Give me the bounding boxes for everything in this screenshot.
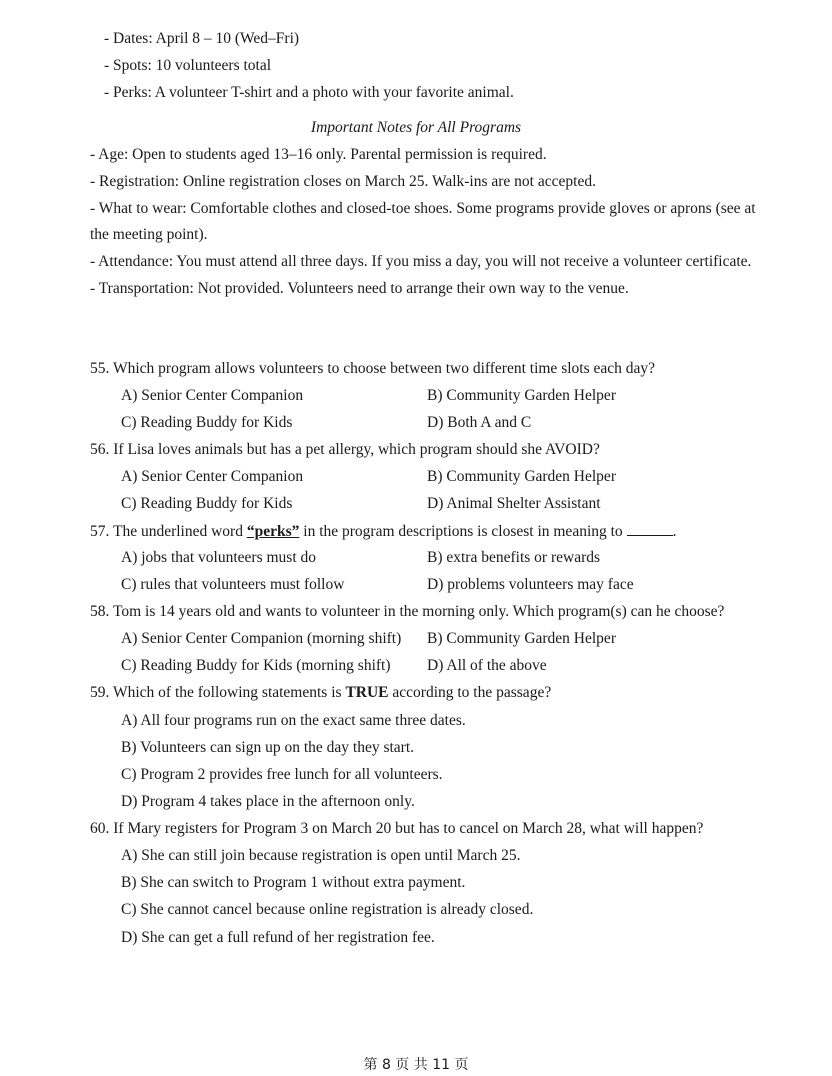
question-55-option-a: A) Senior Center Companion (121, 387, 304, 404)
question-59-stem (90, 683, 551, 703)
question-57-stem-end: . (672, 523, 677, 540)
note-age: - Age: Open to students aged 13–16 only. Parental permission is required. (90, 146, 547, 163)
question-58-stem: 58. Tom is 14 years old and wants to volunteer in the morning only. Which program(s) can he choose? (90, 603, 725, 620)
question-59-option-d: D) Program 4 takes place in the afternoon only. (121, 793, 415, 810)
question-60-option-c: C) She cannot cancel because online registration is already closed. (121, 901, 534, 918)
question-56-option-b: B) Community Garden Helper (427, 468, 616, 485)
program-detail-spots: - Spots: 10 volunteers total (104, 57, 272, 74)
question-59-option-c: C) Program 2 provides free lunch for all volunteers. (121, 766, 443, 783)
question-56-option-a: A) Senior Center Companion (121, 468, 304, 485)
question-55-option-c: C) Reading Buddy for Kids (121, 414, 293, 431)
underlined-word-perks: “perks” (246, 523, 300, 540)
question-59-stem-start: 59. Which of the following statements is (90, 684, 346, 701)
question-57-stem-start: 57. The underlined word (90, 523, 247, 540)
question-56-stem: 56. If Lisa loves animals but has a pet allergy, which program should she AVOID? (90, 441, 600, 458)
question-57-stem (90, 521, 676, 542)
note-registration: - Registration: Online registration closes on March 25. Walk-ins are not accepted. (90, 173, 596, 190)
question-59-stem-end: according to the passage? (388, 684, 552, 701)
question-57-option-c: C) rules that volunteers must follow (121, 576, 345, 593)
question-60-stem: 60. If Mary registers for Program 3 on March 20 but has to cancel on March 28, what will happen? (90, 820, 704, 837)
question-57-stem-middle: in the program descriptions is closest in meaning to (299, 523, 627, 540)
question-58-option-c: C) Reading Buddy for Kids (morning shift) (121, 657, 391, 674)
note-what-to-wear: - What to wear: Comfortable clothes and closed-toe shoes. Some programs provide gloves or aprons (see at (90, 200, 756, 217)
question-55-option-b: B) Community Garden Helper (427, 387, 616, 404)
question-57-option-b: B) extra benefits or rewards (427, 549, 601, 566)
question-59-option-a: A) All four programs run on the exact same three dates. (121, 712, 466, 729)
question-55-option-d: D) Both A and C (427, 414, 532, 431)
question-59-emphasis: TRUE (345, 684, 389, 701)
question-60-option-d: D) She can get a full refund of her registration fee. (121, 929, 435, 946)
question-55-stem: 55. Which program allows volunteers to choose between two different time slots each day? (90, 360, 656, 377)
question-58-option-d: D) All of the above (427, 657, 547, 674)
question-57-option-a: A) jobs that volunteers must do (121, 549, 317, 566)
program-detail-perks: - Perks: A volunteer T-shirt and a photo with your favorite animal. (104, 84, 514, 101)
question-60-option-a: A) She can still join because registration is open until March 25. (121, 847, 521, 864)
notes-title: Important Notes for All Programs (310, 119, 522, 136)
question-59-option-b: B) Volunteers can sign up on the day they start. (121, 739, 415, 756)
question-56-option-d: D) Animal Shelter Assistant (427, 495, 601, 512)
note-transportation: - Transportation: Not provided. Volunteers need to arrange their own way to the venue. (90, 280, 629, 297)
question-58-option-a: A) Senior Center Companion (morning shift) (121, 630, 402, 647)
question-58-option-b: B) Community Garden Helper (427, 630, 616, 647)
program-detail-dates: - Dates: April 8 – 10 (Wed–Fri) (104, 30, 300, 47)
note-attendance: - Attendance: You must attend all three days. If you miss a day, you will not receive a volunteer certificate. (90, 253, 752, 270)
answer-blank (627, 521, 673, 536)
question-56-option-c: C) Reading Buddy for Kids (121, 495, 293, 512)
question-57-option-d: D) problems volunteers may face (427, 576, 634, 593)
question-60-option-b: B) She can switch to Program 1 without extra payment. (121, 874, 466, 891)
note-what-to-wear-cont: the meeting point). (90, 226, 208, 243)
page-footer: 第 8 页 共 11 页 (363, 1057, 469, 1073)
